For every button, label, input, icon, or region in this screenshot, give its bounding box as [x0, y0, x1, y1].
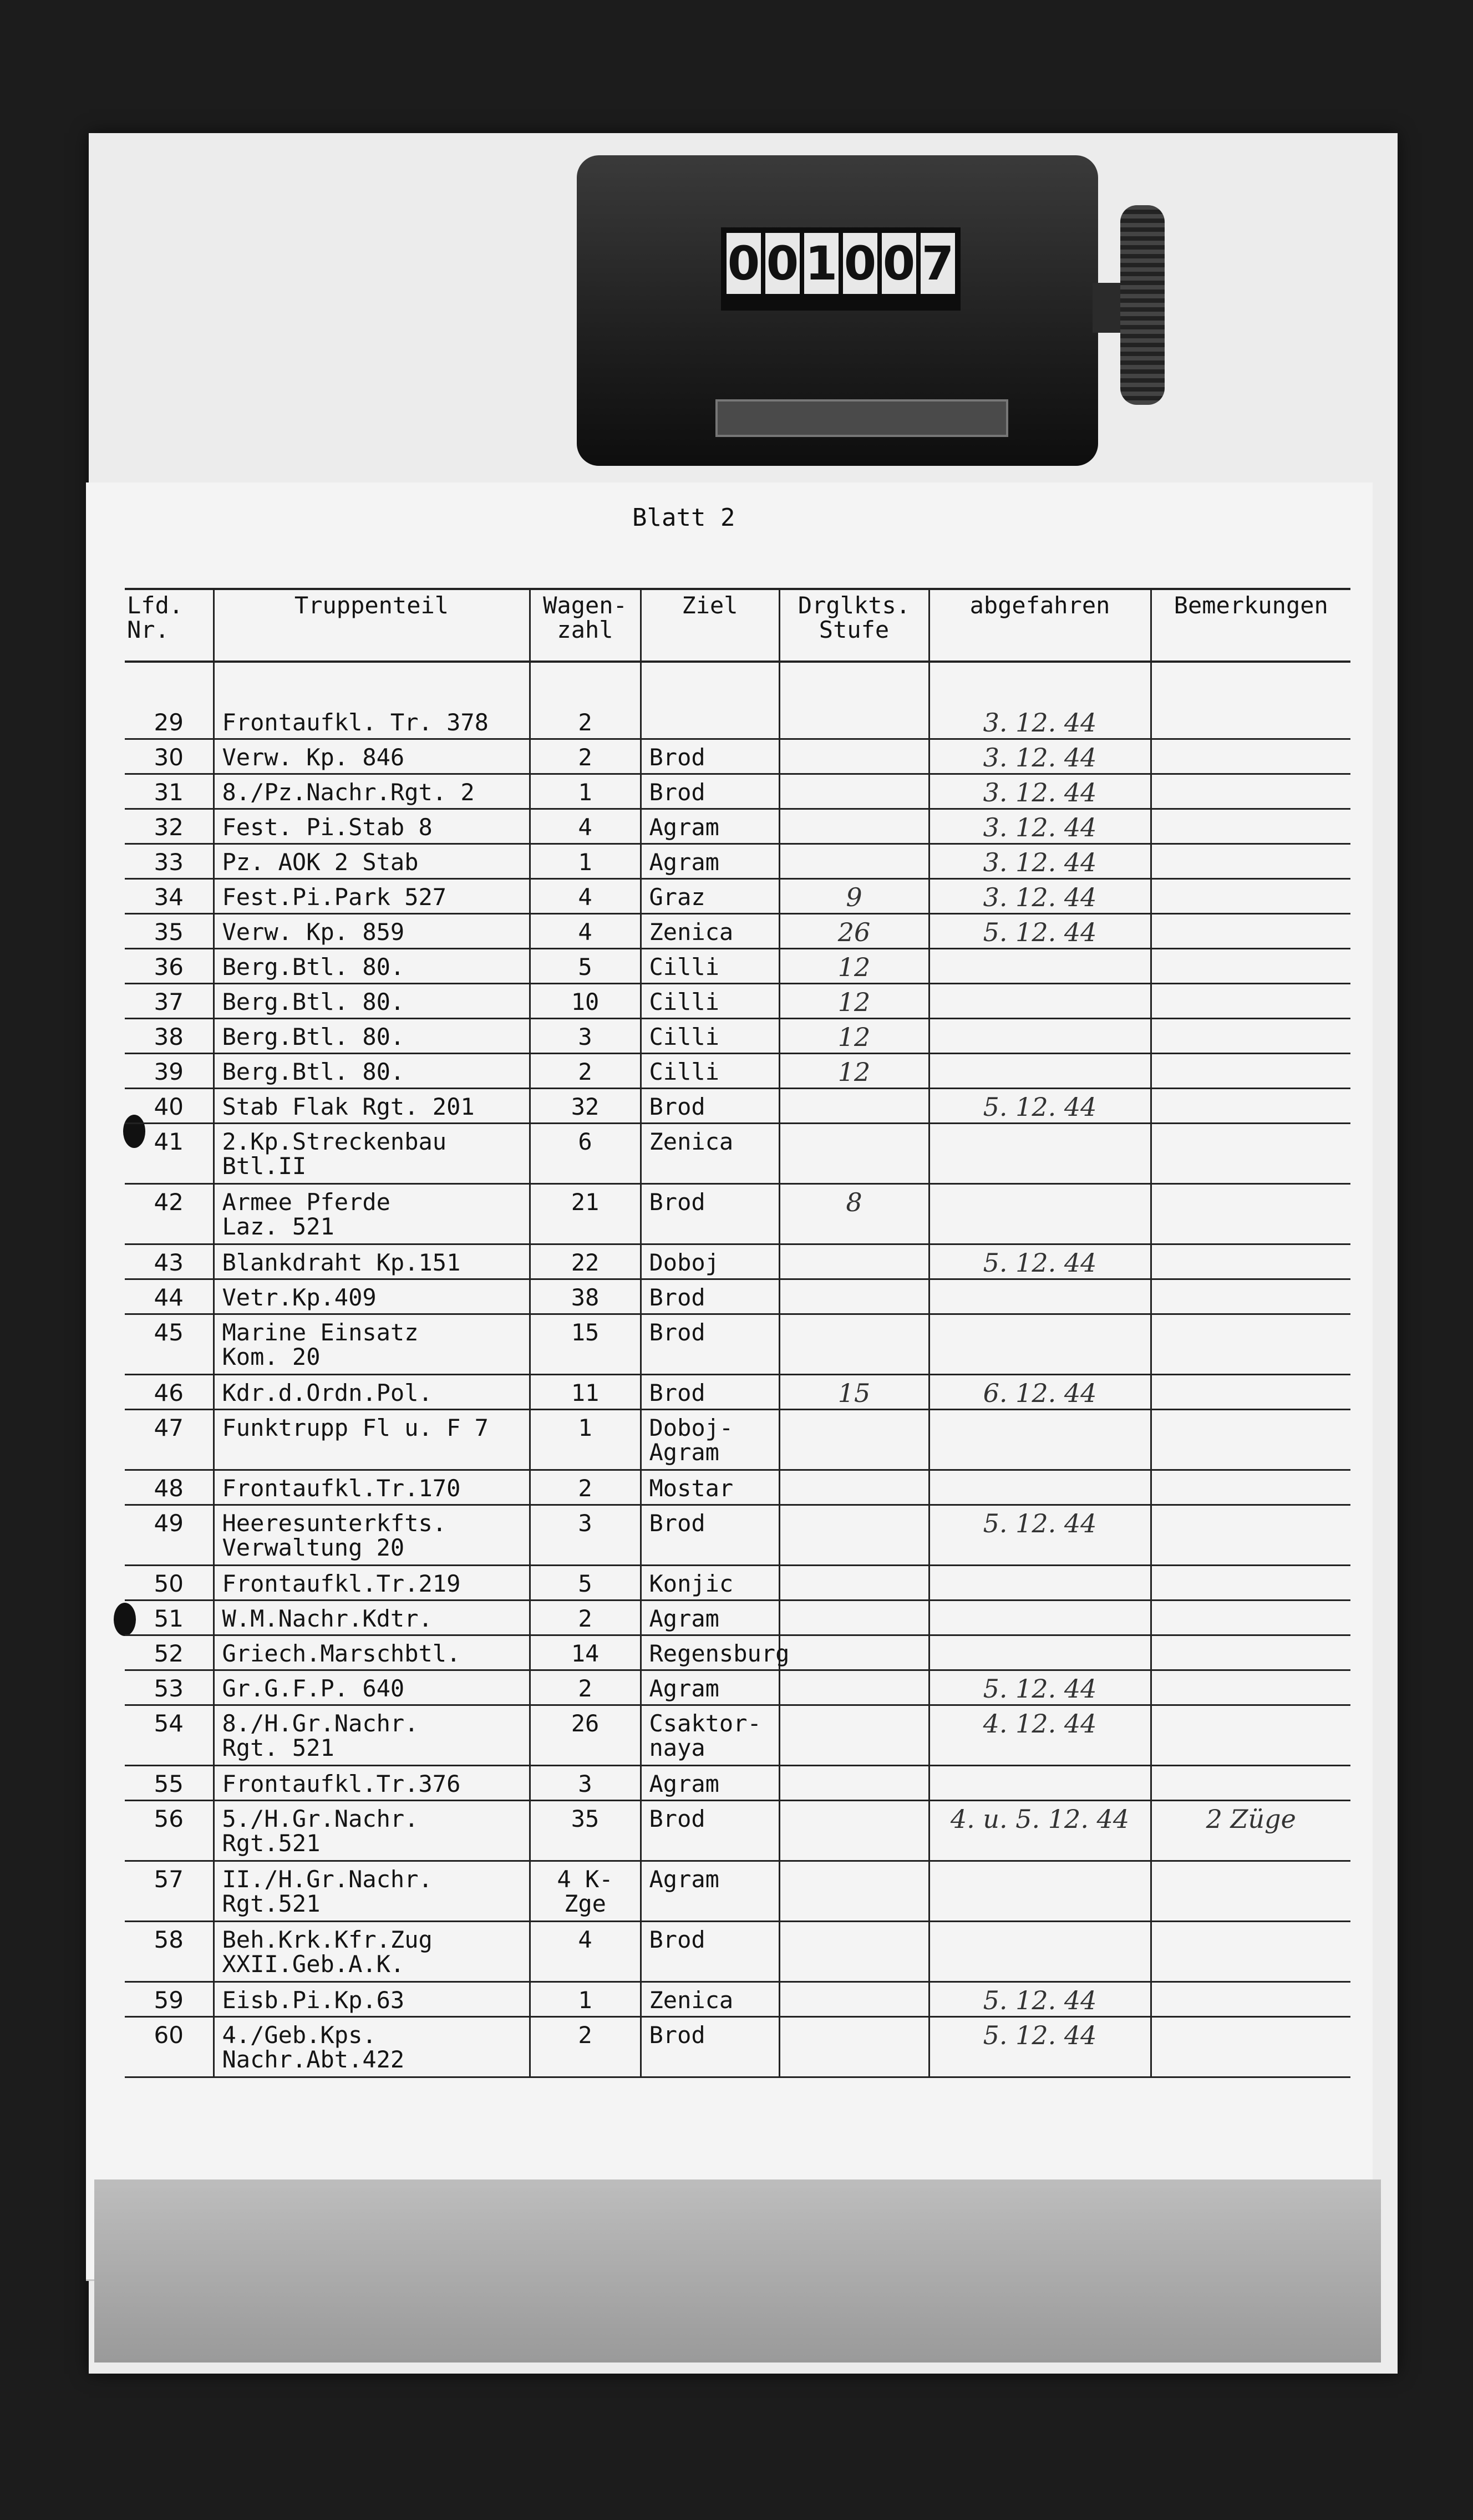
row-remarks: [1151, 1470, 1350, 1505]
row-unit: Marine Einsatz Kom. 20: [214, 1314, 530, 1375]
row-remarks: [1151, 739, 1350, 774]
table-row: [125, 1019, 1350, 1054]
row-destination: Brod: [641, 1314, 779, 1375]
counter-nameplate: [715, 399, 1008, 437]
row-number: 55: [125, 1766, 214, 1801]
row-departed: 5. 12. 44: [929, 1670, 1151, 1705]
row-stage: [779, 844, 929, 879]
row-wagons: 14: [530, 1635, 641, 1670]
row-unit: Berg.Btl. 80.: [214, 984, 530, 1019]
row-stage: [779, 1089, 929, 1124]
row-departed: [929, 1410, 1151, 1470]
row-departed: 5. 12. 44: [929, 1505, 1151, 1566]
row-number: 59: [125, 1982, 214, 2017]
row-unit: Armee Pferde Laz. 521: [214, 1184, 530, 1244]
row-wagons: 2: [530, 1054, 641, 1089]
table-row: [125, 1861, 1350, 1922]
row-wagons: 38: [530, 1279, 641, 1314]
row-wagons: 32: [530, 1089, 641, 1124]
row-stage: [779, 1670, 929, 1705]
row-unit: Berg.Btl. 80.: [214, 1054, 530, 1089]
row-stage: [779, 1314, 929, 1375]
row-unit: Verw. Kp. 846: [214, 739, 530, 774]
row-wagons: 1: [530, 844, 641, 879]
table-row: [125, 1089, 1350, 1124]
row-unit: Gr.G.F.P. 640: [214, 1670, 530, 1705]
row-destination: Agram: [641, 1601, 779, 1635]
row-departed: 5. 12. 44: [929, 914, 1151, 949]
row-number: 38: [125, 1019, 214, 1054]
table-row: [125, 1922, 1350, 1982]
row-destination: Brod: [641, 1801, 779, 1861]
row-remarks: [1151, 1314, 1350, 1375]
row-remarks: [1151, 1089, 1350, 1124]
row-remarks: [1151, 1566, 1350, 1601]
row-wagons: 1: [530, 774, 641, 809]
row-stage: [779, 1601, 929, 1635]
row-wagons: 1: [530, 1982, 641, 2017]
row-stage: [779, 705, 929, 739]
row-number: 60: [125, 2017, 214, 2077]
row-departed: [929, 1566, 1151, 1601]
table-row: [125, 739, 1350, 774]
row-departed: 5. 12. 44: [929, 1244, 1151, 1279]
row-remarks: [1151, 705, 1350, 739]
row-departed: 5. 12. 44: [929, 2017, 1151, 2077]
row-remarks: [1151, 949, 1350, 984]
table-row: [125, 1314, 1350, 1375]
table-row: [125, 1601, 1350, 1635]
row-destination: Graz: [641, 879, 779, 914]
row-destination: Agram: [641, 844, 779, 879]
row-destination: Cilli: [641, 1019, 779, 1054]
table-row: [125, 949, 1350, 984]
row-unit: W.M.Nachr.Kdtr.: [214, 1601, 530, 1635]
row-remarks: [1151, 914, 1350, 949]
row-destination: Doboj- Agram: [641, 1410, 779, 1470]
row-unit: Berg.Btl. 80.: [214, 1019, 530, 1054]
paper-bottom-edge: [94, 2179, 1381, 2362]
row-departed: 5. 12. 44: [929, 1982, 1151, 2017]
row-remarks: [1151, 1766, 1350, 1801]
row-departed: 5. 12. 44: [929, 1089, 1151, 1124]
table-row: [125, 1982, 1350, 2017]
row-destination: Zenica: [641, 1124, 779, 1184]
row-unit: Blankdraht Kp.151: [214, 1244, 530, 1279]
row-remarks: [1151, 774, 1350, 809]
row-wagons: 3: [530, 1019, 641, 1054]
row-wagons: 22: [530, 1244, 641, 1279]
row-stage: [779, 1982, 929, 2017]
col-header-wagons: Wagen- zahl: [530, 589, 641, 662]
row-destination: Agram: [641, 1861, 779, 1922]
row-stage: [779, 1801, 929, 1861]
table-row: [125, 1470, 1350, 1505]
row-wagons: 4: [530, 1922, 641, 1982]
table-row: [125, 705, 1350, 739]
row-remarks: [1151, 1982, 1350, 2017]
row-destination: Doboj: [641, 1244, 779, 1279]
row-destination: Brod: [641, 2017, 779, 2077]
row-number: 29: [125, 705, 214, 739]
row-departed: 4. 12. 44: [929, 1705, 1151, 1766]
row-number: 36: [125, 949, 214, 984]
row-unit: Eisb.Pi.Kp.63: [214, 1982, 530, 2017]
counter-digits: [721, 227, 961, 311]
row-destination: Zenica: [641, 1982, 779, 2017]
row-unit: Heeresunterkfts. Verwaltung 20: [214, 1505, 530, 1566]
table-row: [125, 1184, 1350, 1244]
table-row: [125, 1670, 1350, 1705]
row-remarks: [1151, 1019, 1350, 1054]
row-stage: 26: [779, 914, 929, 949]
row-unit: Verw. Kp. 859: [214, 914, 530, 949]
row-number: 58: [125, 1922, 214, 1982]
row-wagons: 10: [530, 984, 641, 1019]
row-wagons: 26: [530, 1705, 641, 1766]
counter-digit: 7: [921, 233, 955, 294]
row-departed: [929, 1279, 1151, 1314]
row-remarks: [1151, 1505, 1350, 1566]
row-stage: [779, 774, 929, 809]
row-wagons: 4: [530, 914, 641, 949]
row-destination: [641, 705, 779, 739]
row-unit: II./H.Gr.Nachr. Rgt.521: [214, 1861, 530, 1922]
row-remarks: [1151, 1922, 1350, 1982]
row-wagons: 6: [530, 1124, 641, 1184]
row-destination: Regensburg: [641, 1635, 779, 1670]
row-remarks: [1151, 1184, 1350, 1244]
row-remarks: [1151, 1635, 1350, 1670]
row-destination: Brod: [641, 1184, 779, 1244]
row-number: 53: [125, 1670, 214, 1705]
table-row: [125, 1410, 1350, 1470]
col-header-stage: Drglkts. Stufe: [779, 589, 929, 662]
row-departed: [929, 949, 1151, 984]
row-departed: 3. 12. 44: [929, 879, 1151, 914]
row-wagons: 2: [530, 2017, 641, 2077]
row-unit: Griech.Marschbtl.: [214, 1635, 530, 1670]
row-stage: [779, 739, 929, 774]
row-number: 41: [125, 1124, 214, 1184]
row-stage: 9: [779, 879, 929, 914]
row-number: 51: [125, 1601, 214, 1635]
row-unit: 8./H.Gr.Nachr. Rgt. 521: [214, 1705, 530, 1766]
table-row: [125, 984, 1350, 1019]
row-stage: [779, 1635, 929, 1670]
row-number: 32: [125, 809, 214, 844]
row-number: 49: [125, 1505, 214, 1566]
row-wagons: 15: [530, 1314, 641, 1375]
row-unit: Fest.Pi.Park 527: [214, 879, 530, 914]
row-wagons: 5: [530, 949, 641, 984]
row-destination: Mostar: [641, 1470, 779, 1505]
row-unit: 5./H.Gr.Nachr. Rgt.521: [214, 1801, 530, 1861]
row-unit: 8./Pz.Nachr.Rgt. 2: [214, 774, 530, 809]
row-departed: [929, 1019, 1151, 1054]
table-header: [125, 589, 1350, 662]
row-remarks: [1151, 1601, 1350, 1635]
row-wagons: 4 K-Zge: [530, 1861, 641, 1922]
row-number: 33: [125, 844, 214, 879]
row-unit: Frontaufkl.Tr.170: [214, 1470, 530, 1505]
row-wagons: 3: [530, 1505, 641, 1566]
row-stage: [779, 2017, 929, 2077]
row-stage: [779, 1124, 929, 1184]
row-stage: [779, 1410, 929, 1470]
row-wagons: 2: [530, 1670, 641, 1705]
row-departed: [929, 1922, 1151, 1982]
row-departed: [929, 1470, 1151, 1505]
row-number: 35: [125, 914, 214, 949]
row-remarks: [1151, 1861, 1350, 1922]
row-wagons: 21: [530, 1184, 641, 1244]
row-remarks: [1151, 2017, 1350, 2077]
row-stage: 12: [779, 984, 929, 1019]
row-destination: Brod: [641, 1922, 779, 1982]
row-number: 48: [125, 1470, 214, 1505]
col-header-nr: Lfd. Nr.: [125, 589, 214, 662]
row-number: 45: [125, 1314, 214, 1375]
col-header-unit: Truppenteil: [214, 589, 530, 662]
row-destination: Csaktor- naya: [641, 1705, 779, 1766]
row-number: 37: [125, 984, 214, 1019]
row-unit: 2.Kp.Streckenbau Btl.II: [214, 1124, 530, 1184]
table-row: [125, 1566, 1350, 1601]
row-stage: [779, 1766, 929, 1801]
row-stage: 12: [779, 1019, 929, 1054]
table-row: [125, 1766, 1350, 1801]
row-remarks: [1151, 1244, 1350, 1279]
row-number: 42: [125, 1184, 214, 1244]
row-wagons: 2: [530, 739, 641, 774]
row-destination: Brod: [641, 739, 779, 774]
row-stage: [779, 809, 929, 844]
row-destination: Agram: [641, 1670, 779, 1705]
table-row: [125, 1054, 1350, 1089]
row-unit: Beh.Krk.Kfr.Zug XXII.Geb.A.K.: [214, 1922, 530, 1982]
row-number: 57: [125, 1861, 214, 1922]
row-remarks: [1151, 1410, 1350, 1470]
row-wagons: 5: [530, 1566, 641, 1601]
row-number: 50: [125, 1566, 214, 1601]
row-departed: [929, 1124, 1151, 1184]
row-number: 34: [125, 879, 214, 914]
counter-digit: 0: [882, 233, 916, 294]
table-row: [125, 809, 1350, 844]
row-destination: Brod: [641, 1279, 779, 1314]
row-destination: Cilli: [641, 1054, 779, 1089]
counter-digit: 1: [804, 233, 839, 294]
row-unit: Frontaufkl.Tr.219: [214, 1566, 530, 1601]
row-stage: [779, 1279, 929, 1314]
counter-digit: 0: [727, 233, 761, 294]
page-title: Blatt 2: [632, 504, 735, 532]
row-stage: [779, 1922, 929, 1982]
row-unit: 4./Geb.Kps. Nachr.Abt.422: [214, 2017, 530, 2077]
counter-digit: 0: [843, 233, 877, 294]
row-stage: 15: [779, 1375, 929, 1410]
row-number: 56: [125, 1801, 214, 1861]
row-wagons: 2: [530, 705, 641, 739]
table-row: [125, 879, 1350, 914]
counter-digit: 0: [765, 233, 800, 294]
row-remarks: [1151, 1279, 1350, 1314]
row-number: 30: [125, 739, 214, 774]
row-destination: Zenica: [641, 914, 779, 949]
row-unit: Berg.Btl. 80.: [214, 949, 530, 984]
row-unit: Funktrupp Fl u. F 7: [214, 1410, 530, 1470]
header-spacer-row: [125, 662, 1350, 705]
table-row: [125, 774, 1350, 809]
table-row: [125, 914, 1350, 949]
row-number: 39: [125, 1054, 214, 1089]
row-wagons: 35: [530, 1801, 641, 1861]
row-departed: [929, 1054, 1151, 1089]
table-row: [125, 2017, 1350, 2077]
col-header-departed: abgefahren: [929, 589, 1151, 662]
row-number: 46: [125, 1375, 214, 1410]
row-number: 40: [125, 1089, 214, 1124]
row-wagons: 2: [530, 1470, 641, 1505]
row-remarks: [1151, 844, 1350, 879]
row-departed: 3. 12. 44: [929, 809, 1151, 844]
row-departed: 3. 12. 44: [929, 705, 1151, 739]
row-wagons: 1: [530, 1410, 641, 1470]
table-row: [125, 1801, 1350, 1861]
row-remarks: [1151, 1054, 1350, 1089]
row-number: 47: [125, 1410, 214, 1470]
row-stage: [779, 1861, 929, 1922]
row-departed: 4. u. 5. 12. 44: [929, 1801, 1151, 1861]
row-number: 44: [125, 1279, 214, 1314]
row-destination: Brod: [641, 774, 779, 809]
row-destination: Brod: [641, 1375, 779, 1410]
table-row: [125, 844, 1350, 879]
row-remarks: [1151, 879, 1350, 914]
row-destination: Agram: [641, 809, 779, 844]
col-header-destination: Ziel: [641, 589, 779, 662]
row-departed: [929, 1314, 1151, 1375]
row-unit: Vetr.Kp.409: [214, 1279, 530, 1314]
row-departed: [929, 1601, 1151, 1635]
row-remarks: [1151, 984, 1350, 1019]
row-remarks: [1151, 1705, 1350, 1766]
table-row: [125, 1505, 1350, 1566]
row-unit: Pz. AOK 2 Stab: [214, 844, 530, 879]
row-number: 31: [125, 774, 214, 809]
counter-device: [577, 139, 1165, 482]
row-departed: [929, 984, 1151, 1019]
table-row: [125, 1705, 1350, 1766]
row-departed: 3. 12. 44: [929, 774, 1151, 809]
table-row: [125, 1635, 1350, 1670]
row-remarks: [1151, 1375, 1350, 1410]
row-unit: Frontaufkl.Tr.376: [214, 1766, 530, 1801]
table-row: [125, 1279, 1350, 1314]
table-row: [125, 1375, 1350, 1410]
row-destination: Brod: [641, 1089, 779, 1124]
row-number: 54: [125, 1705, 214, 1766]
counter-knob-icon: [1120, 205, 1165, 405]
row-stage: [779, 1470, 929, 1505]
row-stage: 12: [779, 949, 929, 984]
row-wagons: 4: [530, 879, 641, 914]
row-departed: [929, 1766, 1151, 1801]
row-stage: 8: [779, 1184, 929, 1244]
row-destination: Konjic: [641, 1566, 779, 1601]
row-destination: Cilli: [641, 984, 779, 1019]
row-stage: 12: [779, 1054, 929, 1089]
row-unit: Frontaufkl. Tr. 378: [214, 705, 530, 739]
table-row: [125, 1124, 1350, 1184]
row-destination: Brod: [641, 1505, 779, 1566]
row-remarks: 2 Züge: [1151, 1801, 1350, 1861]
col-header-remarks: Bemerkungen: [1151, 589, 1350, 662]
table-row: [125, 1244, 1350, 1279]
row-number: 43: [125, 1244, 214, 1279]
row-stage: [779, 1566, 929, 1601]
row-unit: Fest. Pi.Stab 8: [214, 809, 530, 844]
row-wagons: 3: [530, 1766, 641, 1801]
row-wagons: 2: [530, 1601, 641, 1635]
row-number: 52: [125, 1635, 214, 1670]
transport-table: [125, 588, 1350, 2078]
row-wagons: 11: [530, 1375, 641, 1410]
row-departed: 3. 12. 44: [929, 739, 1151, 774]
row-unit: Kdr.d.Ordn.Pol.: [214, 1375, 530, 1410]
row-remarks: [1151, 809, 1350, 844]
row-wagons: 4: [530, 809, 641, 844]
row-stage: [779, 1244, 929, 1279]
row-departed: [929, 1861, 1151, 1922]
row-remarks: [1151, 1124, 1350, 1184]
row-departed: 6. 12. 44: [929, 1375, 1151, 1410]
row-destination: Agram: [641, 1766, 779, 1801]
row-stage: [779, 1505, 929, 1566]
row-departed: [929, 1635, 1151, 1670]
row-departed: [929, 1184, 1151, 1244]
row-departed: 3. 12. 44: [929, 844, 1151, 879]
row-destination: Cilli: [641, 949, 779, 984]
row-stage: [779, 1705, 929, 1766]
row-unit: Stab Flak Rgt. 201: [214, 1089, 530, 1124]
row-remarks: [1151, 1670, 1350, 1705]
